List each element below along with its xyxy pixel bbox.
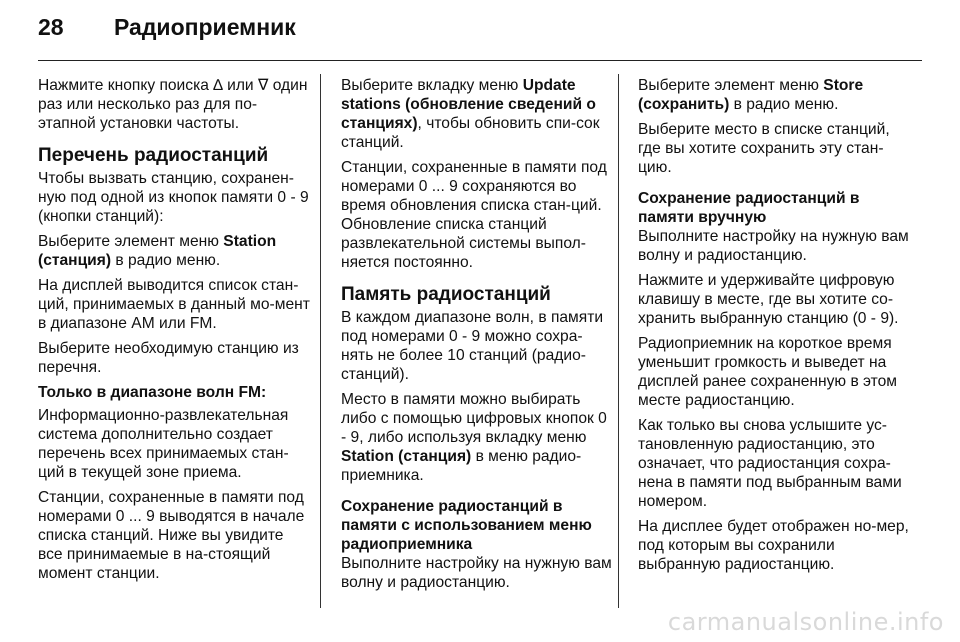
paragraph: Нажмите кнопку поиска ∆ или ∇ один раз или несколько раз для по-этапной установки частоты. [38,77,308,132]
chapter-title: Радиоприемник [114,14,296,40]
paragraph: На дисплей выводится список стан-ций, принимаемых в данный мо-мент в диапазоне AM или FM. [38,277,310,332]
menu-item-name: Station (станция) [38,233,277,269]
paragraph [341,76,613,152]
paragraph: Как только вы снова услышите ус-тановленную радиостанцию, это означает, что радиостанция сохра-нена в памяти под выбранным вами номером. [638,417,902,510]
page-header [38,14,296,50]
text: , чтобы обновить спи-сок станций. [341,115,600,151]
subheading-fm-only: Только в диапазоне волн FM: [38,384,267,401]
paragraph: В каждом диапазоне волн, в памяти под номерами 0 - 9 можно сохра-нять не более 10 станций (радио-станций). [341,309,604,383]
text: в радио меню. [111,252,221,269]
menu-item-name: Update stations (обновление сведений о станциях) [341,77,596,132]
text: в радио меню. [729,96,839,113]
text-column-2 [341,76,613,598]
paragraph: Информационно-развлекательная система дополнительно создает перечень всех принимаемых стан-ций в текущей зоне приема. [38,407,289,481]
text: в меню радио-приемника. [341,448,582,484]
paragraph: Радиоприемник на короткое время уменьшит громкость и выведет на дисплей ранее сохраненную в этом месте радиостанцию. [638,335,898,409]
menu-item-name: Station (станция) [341,448,472,465]
text: Место в памяти можно выбирать либо с помощью цифровых кнопок 0 - 9, либо используя вкладку меню [341,391,607,446]
paragraph: Выполните настройку на нужную вам волну и радиостанцию. [638,228,909,264]
paragraph: Станции, сохраненные в памяти под номерами 0 ... 9 выводятся в начале списка станций. Ниже вы увидите все принимаемые в на-стоящий момент станции. [38,489,305,582]
column-divider [320,74,321,608]
paragraph: Чтобы вызвать станцию, сохранен-ную под одной из кнопок памяти 0 - 9 (кнопки станций): [38,170,309,225]
paragraph [38,232,310,270]
paragraph: Выполните настройку на нужную вам волну и радиостанцию. [341,555,612,591]
watermark: carmanualsonline.info [667,608,944,636]
paragraph [638,76,910,114]
paragraph: На дисплее будет отображен но-мер, под которым вы сохранили выбранную радиостанцию. [638,518,909,573]
text-column-3 [638,76,910,580]
paragraph: Выберите место в списке станций, где вы хотите сохранить эту стан-цию. [638,121,890,176]
column-divider [618,74,619,608]
header-divider [38,60,922,61]
text: Выберите элемент меню [638,77,824,94]
paragraph: Выберите необходимую станцию из перечня. [38,340,299,376]
paragraph: Станции, сохраненные в памяти под номерами 0 ... 9 сохраняются во время обновления списка стан-ций. Обновление списка станций развлекательной системы выпол-няется постоянно. [341,159,607,271]
paragraph: Нажмите и удерживайте цифровую клавишу в месте, где вы хотите со-хранить выбранную станцию (0 - 9). [638,272,899,327]
text-column-1 [38,76,310,589]
page-number: 28 [38,14,64,40]
paragraph [341,390,613,485]
subheading-save-manually: Сохранение радиостанций в памяти вручную [638,190,860,226]
subheading-save-via-menu: Сохранение радиостанций в памяти с использованием меню радиоприемника [341,498,592,553]
text: Выберите вкладку меню [341,77,523,94]
section-heading-memory: Память радиостанций [341,284,551,305]
text: Выберите элемент меню [38,233,224,250]
section-heading-station-list: Перечень радиостанций [38,145,269,166]
menu-item-name: Store (сохранить) [638,77,864,113]
